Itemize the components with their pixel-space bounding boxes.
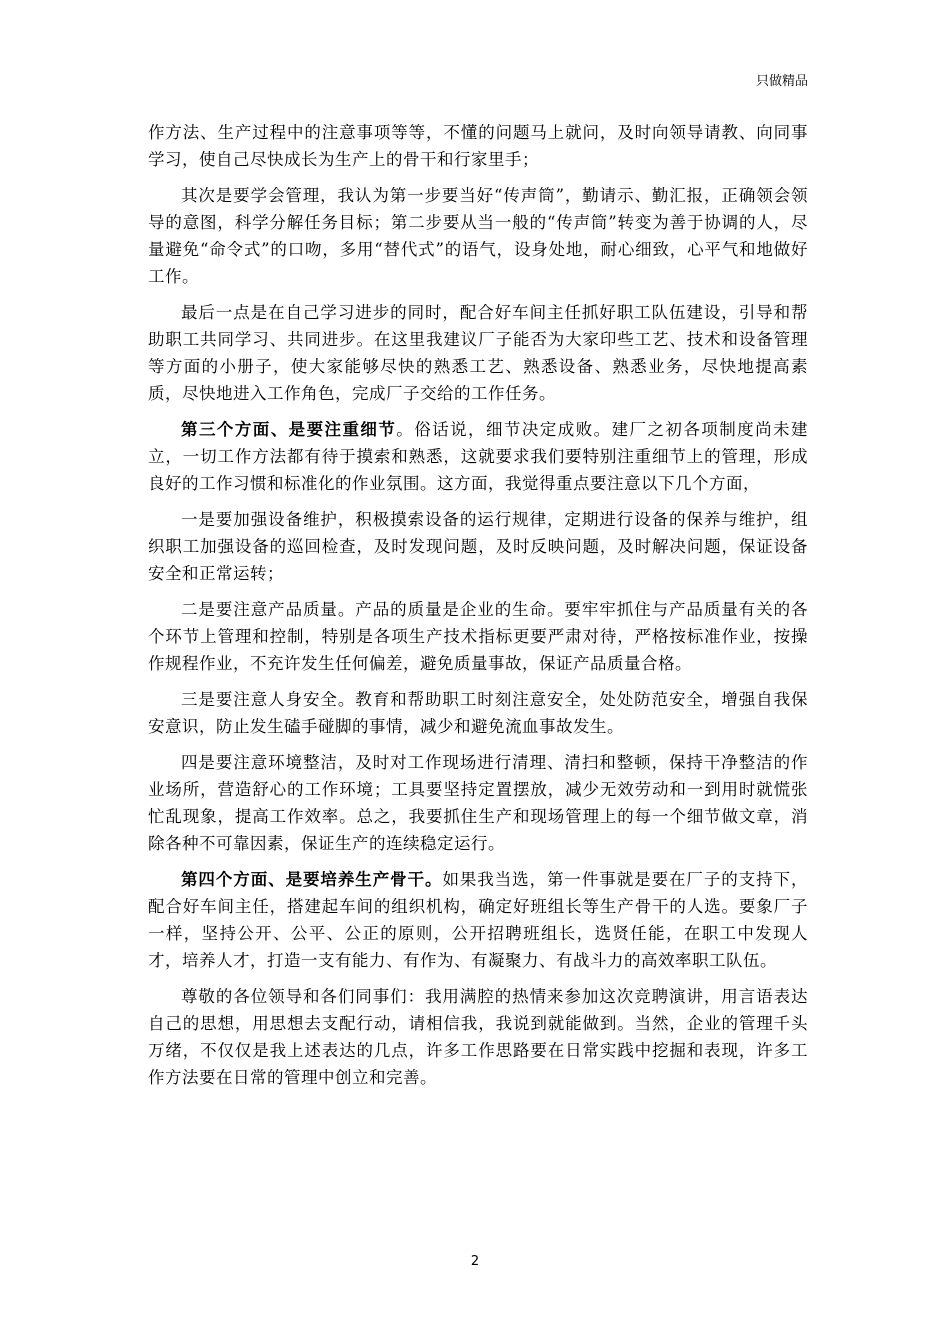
paragraph-9: 第四个方面、是要培养生产骨干。如果我当选，第一件事就是要在厂子的支持下，配合好车间主任，搭建起车间的组织机构，确定好班组长等生产骨干的人选。要象厂子一样，坚持公开、公平、公正的原则，公开招聘班组长，选贤任能，在职工中发现人才，培养人才，打造一支有能力、有作为、有凝聚力、有战斗力的高效率职工队伍。: [148, 870, 809, 970]
paragraph-3: 最后一点是在自己学习进步的同时，配合好车间主任抓好职工队伍建设，引导和帮助职工共同学习、共同进步。在这里我建议厂子能否为大家印些工艺、技术和设备管理等方面的小册子，使大家能够尽快的熟悉工艺、熟悉设备、熟悉业务，尽快地提高素质，尽快地进入工作角色，完成厂子交给的工作任务。: [148, 303, 808, 403]
paragraph-8: 四是要注意环境整洁，及时对工作现场进行清理、清扫和整顿，保持干净整洁的作业场所，营造舒心的工作环境；工具要坚持定置摆放，减少无效劳动和一到用时就慌张忙乱现象，提高工作效率。总之，我要抓住生产和现场管理上的每一个细节做文章，消除各种不可靠因素，保证生产的连续稳定运行。: [148, 753, 808, 853]
paragraph-4: 第三个方面、是要注重细节。俗话说，细节决定成败。建厂之初各项制度尚未建立，一切工作方法都有待于摸索和熟悉，这就要求我们要特别注重细节上的管理，形成良好的工作习惯和标准化的作业氛围。这方面，我觉得重点要注意以下几个方面，: [148, 420, 809, 493]
page-header: 只做精品: [755, 74, 808, 89]
paragraph-5: 一是要加强设备维护，积极摸索设备的运行规律，定期进行设备的保养与维护，组织职工加强设备的巡回检查，及时发现问题，及时反映问题，及时解决问题，保证设备安全和正常运转；: [148, 510, 808, 583]
section-heading-4: 第四个方面、是要培养生产骨干。: [181, 870, 443, 889]
section-heading-3: 第三个方面、是要注重细节: [181, 420, 397, 439]
paragraph-2: 其次是要学会管理，我认为第一步要当好“传声筒”，勤请示、勤汇报，正确领会领导的意图，科学分解任务目标；第二步要从当一般的“传声筒”转变为善于协调的人，尽量避免“命令式”的口吻，多用“替代式”的语气，设身处地，耐心细致，心平气和地做好工作。: [148, 186, 808, 286]
paragraph-6: 二是要注意产品质量。产品的质量是企业的生命。要牢牢抓住与产品质量有关的各个环节上管理和控制，特别是各项生产技术指标更要严肃对待，严格按标准作业，按操作规程作业，不充许发生任何偏差，避免质量事故，保证产品质量合格。: [148, 600, 808, 673]
page-number: 2: [470, 1254, 480, 1269]
paragraph-10: 尊敬的各位领导和各们同事们：我用满腔的热情来参加这次竞聘演讲，用言语表达自己的思想，用思想去支配行动，请相信我，我说到就能做到。当然，企业的管理千头万绪，不仅仅是我上述表达的几点，许多工作思路要在日常实践中挖掘和表现，许多工作方法要在日常的管理中创立和完善。: [148, 987, 808, 1087]
body-text: [148, 119, 808, 1100]
paragraph-1: 作方法、生产过程中的注意事项等等，不懂的问题马上就问，及时向领导请教、向同事学习，使自己尽快成长为生产上的骨干和行家里手；: [148, 123, 808, 169]
paragraph-7: 三是要注意人身安全。教育和帮助职工时刻注意安全，处处防范安全，增强自我保安意识，防止发生磕手碰脚的事情，减少和避免流血事故发生。: [148, 690, 808, 736]
